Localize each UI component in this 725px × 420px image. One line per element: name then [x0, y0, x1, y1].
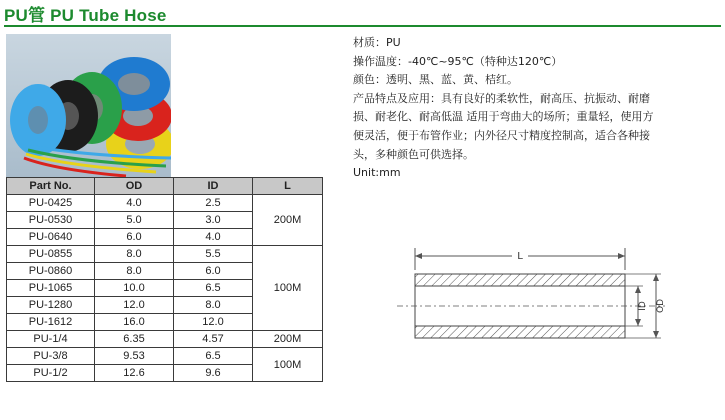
- table-row: [7, 195, 323, 212]
- part-no-cell: PU-0530: [7, 212, 95, 229]
- od-cell: 6.0: [95, 229, 174, 246]
- id-cell: 12.0: [174, 314, 253, 331]
- od-label: OD: [656, 298, 666, 314]
- unit-text: Unit:mm: [353, 166, 401, 180]
- part-no-cell: PU-1280: [7, 297, 95, 314]
- length-cell: 100M: [253, 348, 323, 382]
- id-cell: 6.0: [174, 263, 253, 280]
- part-no-cell: PU-1612: [7, 314, 95, 331]
- od-cell: 8.0: [95, 246, 174, 263]
- tube-dimension-diagram: [395, 246, 670, 346]
- header-id: ID: [174, 178, 253, 195]
- table-row: [7, 246, 323, 263]
- od-cell: 12.0: [95, 297, 174, 314]
- id-cell: 9.6: [174, 365, 253, 382]
- part-no-cell: PU-1/4: [7, 331, 95, 348]
- part-no-cell: PU-0640: [7, 229, 95, 246]
- od-cell: 6.35: [95, 331, 174, 348]
- header-od: OD: [95, 178, 174, 195]
- id-cell: 8.0: [174, 297, 253, 314]
- tube-coils-image: [6, 34, 171, 177]
- header-part-no: Part No.: [7, 178, 95, 195]
- length-cell: 200M: [253, 195, 323, 246]
- length-label: L: [517, 251, 523, 262]
- product-photo: [6, 34, 171, 177]
- page-title: PU管 PU Tube Hose: [4, 6, 167, 25]
- table-header-row: [7, 178, 323, 195]
- id-cell: 3.0: [174, 212, 253, 229]
- id-cell: 4.57: [174, 331, 253, 348]
- part-no-cell: PU-0425: [7, 195, 95, 212]
- od-cell: 16.0: [95, 314, 174, 331]
- id-cell: 6.5: [174, 280, 253, 297]
- id-cell: 5.5: [174, 246, 253, 263]
- title-divider: [4, 25, 721, 27]
- part-no-cell: PU-0860: [7, 263, 95, 280]
- part-no-cell: PU-1065: [7, 280, 95, 297]
- spec-table: [6, 177, 323, 382]
- header-length: L: [253, 178, 323, 195]
- material-text: 材质：PU: [353, 36, 401, 49]
- part-no-cell: PU-3/8: [7, 348, 95, 365]
- temperature-text: 操作温度：-40℃~95℃（特种达120℃）: [353, 54, 563, 68]
- table-row: [7, 348, 323, 365]
- id-label: ID: [638, 301, 648, 311]
- product-info: [353, 34, 658, 183]
- part-no-cell: PU-0855: [7, 246, 95, 263]
- od-cell: 9.53: [95, 348, 174, 365]
- length-cell: 100M: [253, 246, 323, 331]
- colors-text: 颜色：透明、黑、蓝、黄、桔红。: [353, 73, 518, 87]
- od-cell: 10.0: [95, 280, 174, 297]
- od-cell: 8.0: [95, 263, 174, 280]
- id-cell: 2.5: [174, 195, 253, 212]
- table-row: [7, 331, 323, 348]
- od-cell: 4.0: [95, 195, 174, 212]
- od-cell: 5.0: [95, 212, 174, 229]
- length-cell: 200M: [253, 331, 323, 348]
- id-cell: 6.5: [174, 348, 253, 365]
- features-text: 产品特点及应用：具有良好的柔软性，耐高压、抗振动、耐磨损、耐老化、耐高低温 适用于弯曲大的场所；重量轻，使用方便灵活，便于布管作业；内外径尺寸精度控制高，适合各种接头，多种颜色可供选择。: [353, 91, 654, 161]
- id-cell: 4.0: [174, 229, 253, 246]
- od-cell: 12.6: [95, 365, 174, 382]
- part-no-cell: PU-1/2: [7, 365, 95, 382]
